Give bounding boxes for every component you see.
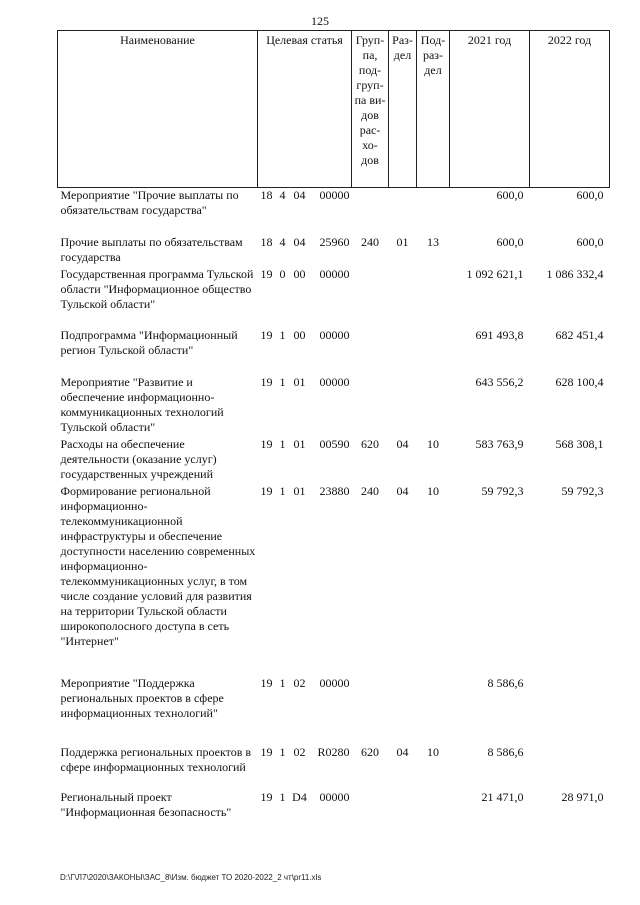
cs-b: 4	[279, 188, 286, 202]
value-2021: 21 471,0	[481, 789, 524, 804]
group-cell	[352, 790, 389, 822]
subsection-cell	[417, 328, 450, 375]
cs-d: 25960	[319, 234, 350, 249]
cs-c: 01	[293, 483, 306, 498]
section-cell: 04	[396, 744, 409, 759]
table-row	[58, 375, 610, 437]
cs-b: 1	[279, 436, 286, 451]
group-cell	[352, 676, 389, 745]
value-2022	[530, 676, 610, 745]
cs-a: 19	[260, 436, 273, 451]
section-cell	[389, 328, 417, 375]
section-cell	[389, 375, 417, 437]
cs-c: D4	[292, 789, 307, 804]
table-row	[58, 328, 610, 375]
value-2021: 600,0	[496, 188, 524, 202]
cs-c: 04	[293, 234, 306, 249]
value-2022: 600,0	[576, 188, 604, 202]
cs-b: 1	[279, 789, 286, 804]
cs-a: 19	[260, 675, 273, 690]
table-row	[58, 235, 610, 267]
value-2022: 59 792,3	[561, 483, 604, 498]
table-row	[58, 437, 610, 484]
cs-c: 01	[293, 374, 306, 389]
section-cell	[389, 188, 417, 235]
cs-d: 00000	[319, 266, 350, 281]
section-cell: 04	[396, 483, 409, 498]
value-2021: 600,0	[496, 234, 524, 249]
cs-d: 00000	[319, 675, 350, 690]
name: Мероприятие "Прочие выплаты по обязательствам государства"	[60, 188, 239, 217]
subsection-cell: 10	[427, 744, 440, 759]
subsection-cell	[417, 267, 450, 328]
value-2022: 1 086 332,4	[546, 266, 604, 281]
page-number: 125	[311, 14, 329, 28]
cs-d: 23880	[319, 483, 350, 498]
section-cell	[389, 790, 417, 822]
cs-b: 4	[279, 234, 286, 249]
section-cell: 01	[396, 234, 409, 249]
cs-d: 00000	[319, 374, 350, 389]
value-2021: 691 493,8	[475, 327, 524, 342]
name: Мероприятие "Развитие и обеспечение информационно-коммуникационных технологий Тульской области"	[60, 374, 224, 434]
header-subsection	[417, 31, 450, 188]
group-cell	[352, 375, 389, 437]
name: Формирование региональной информационно-телекоммуникационной инфраструктуры и обеспечение доступности населению современных информационно-телекоммуникационных услуг, в том числе создание условий для развития на территории Тульской области широкополосного доступа в сеть "Интернет"	[60, 483, 256, 648]
table-row	[58, 745, 610, 790]
cs-a: 19	[260, 744, 273, 759]
cs-b: 1	[279, 327, 286, 342]
subsection-cell: 13	[427, 234, 440, 249]
group-cell: 240	[361, 234, 380, 249]
header-group	[352, 31, 389, 188]
value-2021: 8 586,6	[487, 675, 524, 690]
cs-d: 00590	[319, 436, 350, 451]
cs-a: 18	[260, 188, 273, 202]
value-2021: 8 586,6	[487, 744, 524, 759]
table-header-row	[58, 31, 610, 188]
name: Поддержка региональных проектов в сфере информационных технологий	[60, 744, 252, 774]
cs-b: 1	[279, 374, 286, 389]
name: Государственная программа Тульской области "Информационное общество Тульской области"	[60, 266, 254, 311]
cs-c: 00	[293, 266, 306, 281]
group-cell	[352, 267, 389, 328]
table-row	[58, 188, 610, 235]
subsection-cell: 10	[427, 483, 440, 498]
cs-a: 19	[260, 374, 273, 389]
value-2022: 568 308,1	[555, 436, 604, 451]
table-row	[58, 676, 610, 745]
value-2022: 28 971,0	[561, 789, 604, 804]
table-row	[58, 790, 610, 822]
cs-b: 1	[279, 675, 286, 690]
cs-b: 1	[279, 483, 286, 498]
cs-a: 19	[260, 327, 273, 342]
subsection-cell	[417, 375, 450, 437]
subsection-cell	[417, 188, 450, 235]
section-cell	[389, 676, 417, 745]
subsection-cell	[417, 790, 450, 822]
group-cell	[352, 188, 389, 235]
name: Прочие выплаты по обязательствам государства	[60, 234, 243, 264]
cs-a: 18	[260, 234, 273, 249]
subsection-cell: 10	[427, 436, 440, 451]
table-body	[58, 188, 610, 822]
cs-c: 04	[293, 188, 306, 202]
budget-table	[57, 30, 610, 822]
group-cell: 240	[361, 483, 380, 498]
cs-d: 00000	[319, 327, 350, 342]
cs-c: 01	[293, 436, 306, 451]
value-2021: 59 792,3	[481, 483, 524, 498]
value-2022	[530, 745, 610, 790]
cs-a: 19	[260, 483, 273, 498]
cs-a: 19	[260, 266, 273, 281]
header-subsection-text: Под- раз- дел	[420, 33, 446, 77]
file-path-footer: D:\Г\Л7\2020\ЗАКОНЫ\ЗАС_8\Изм. бюджет ТО 2020-2022_2 чт\pr11.xls	[60, 873, 322, 882]
name: Расходы на обеспечение деятельности (оказание услуг) государственных учреждений	[60, 436, 217, 481]
table-row	[58, 267, 610, 328]
name: Подпрограмма "Информационный регион Тульской области"	[60, 327, 238, 357]
header-2021: 2021 год	[450, 31, 530, 188]
header-section	[389, 31, 417, 188]
cs-a: 19	[260, 789, 273, 804]
cs-d: R0280	[317, 744, 350, 759]
value-2022: 600,0	[576, 234, 604, 249]
header-group-text: Груп- па, под- груп- па ви- дов рас- хо- дов	[354, 33, 386, 167]
group-cell: 620	[361, 744, 380, 759]
cs-b: 1	[279, 744, 286, 759]
cs-c: 02	[293, 675, 306, 690]
header-target-article: Целевая статья	[258, 31, 352, 188]
value-2021: 643 556,2	[475, 374, 524, 389]
name: Мероприятие "Поддержка региональных проектов в сфере информационных технологий"	[60, 675, 224, 720]
section-cell	[389, 267, 417, 328]
header-section-text: Раз- дел	[392, 33, 413, 62]
header-2022: 2022 год	[530, 31, 610, 188]
cs-c: 00	[293, 327, 306, 342]
table-row	[58, 484, 610, 676]
name: Региональный проект "Информационная безопасность"	[60, 789, 232, 819]
cs-d: 00000	[319, 188, 350, 202]
value-2022: 682 451,4	[555, 327, 604, 342]
section-cell: 04	[396, 436, 409, 451]
cs-c: 02	[293, 744, 306, 759]
subsection-cell	[417, 676, 450, 745]
group-cell: 620	[361, 436, 380, 451]
group-cell	[352, 328, 389, 375]
cs-b: 0	[279, 266, 286, 281]
value-2022: 628 100,4	[555, 374, 604, 389]
value-2021: 583 763,9	[475, 436, 524, 451]
header-name: Наименование	[58, 31, 258, 188]
cs-d: 00000	[319, 789, 350, 804]
value-2021: 1 092 621,1	[466, 266, 524, 281]
